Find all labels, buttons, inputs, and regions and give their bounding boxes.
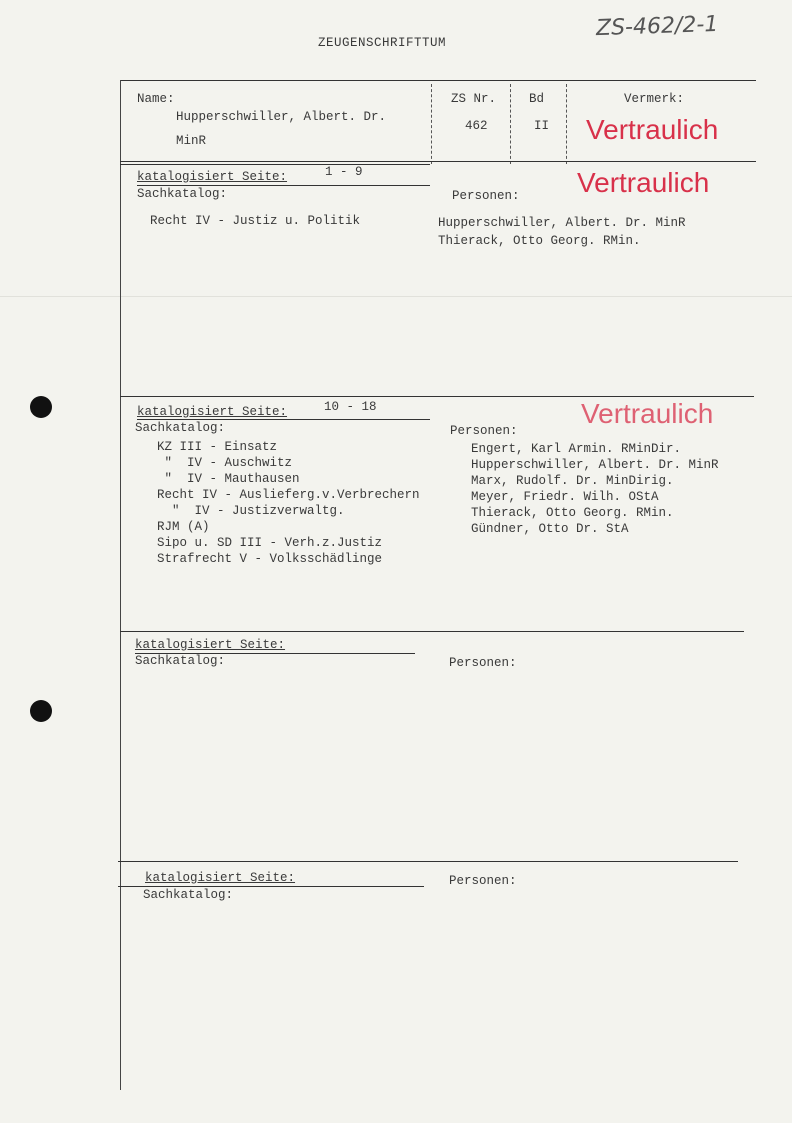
top-box-bottom-line	[120, 161, 756, 162]
section2-sach-item-8: Strafrecht V - Volksschädlinge	[157, 552, 383, 566]
section2-sach-item-4: Recht IV - Auslieferg.v.Verbrechern	[157, 488, 420, 502]
section2-top-line	[120, 396, 754, 397]
section2-person-item-5: Thierack, Otto Georg. RMin.	[471, 506, 674, 520]
divider-zs-bd	[510, 84, 511, 164]
section2-sach-label: Sachkatalog:	[135, 421, 226, 435]
section1-person-item-1: Hupperschwiller, Albert. Dr. MinR	[438, 216, 686, 230]
section1-person-item-2: Thierack, Otto Georg. RMin.	[438, 234, 641, 248]
section1-sach-label: Sachkatalog:	[137, 187, 228, 201]
vermerk-stamp: Vertraulich	[586, 114, 719, 145]
section2-person-item-4: Meyer, Friedr. Wilh. OStA	[471, 490, 659, 504]
section2-sach-item-1: KZ III - Einsatz	[157, 440, 278, 454]
section2-sach-item-5: " IV - Justizverwaltg.	[157, 504, 345, 518]
zs-nr-value: 462	[465, 119, 488, 133]
section2-personen-label: Personen:	[450, 424, 518, 438]
section2-person-item-6: Gündner, Otto Dr. StA	[471, 522, 629, 536]
section2-person-item-1: Engert, Karl Armin. RMinDir.	[471, 442, 682, 456]
fold-line	[0, 296, 792, 297]
bd-label: Bd	[529, 92, 545, 106]
section1-sach-item-1: Recht IV - Justiz u. Politik	[150, 214, 361, 228]
name-value-line2: MinR	[176, 134, 207, 148]
divider-name-zs	[431, 84, 432, 164]
frame-top-line	[120, 80, 756, 81]
section3-sach-label: Sachkatalog:	[135, 654, 226, 668]
punch-hole-top	[30, 396, 52, 418]
section2-pages: 10 - 18	[324, 400, 377, 414]
handwritten-reference: ZS-462/2-1	[595, 11, 719, 42]
section2-sach-item-7: Sipo u. SD III - Verh.z.Justiz	[157, 536, 383, 550]
section3-personen-label: Personen:	[449, 656, 517, 670]
section2-stamp: Vertraulich	[581, 398, 714, 429]
section4-personen-label: Personen:	[449, 874, 517, 888]
section2-sach-item-3: " IV - Mauthausen	[157, 472, 300, 486]
section4-katalog-underline	[118, 886, 424, 887]
section2-sach-item-6: RJM (A)	[157, 520, 210, 534]
section2-katalog-label: katalogisiert Seite:	[137, 405, 288, 419]
section4-katalog-label: katalogisiert Seite:	[145, 871, 296, 885]
zs-nr-label: ZS Nr.	[451, 92, 497, 106]
section4-top-line	[118, 861, 738, 862]
section2-person-item-2: Hupperschwiller, Albert. Dr. MinR	[471, 458, 719, 472]
name-value-line1: Hupperschwiller, Albert. Dr.	[176, 110, 387, 124]
section4-sach-label: Sachkatalog:	[143, 888, 234, 902]
divider-bd-vermerk	[566, 84, 567, 164]
section1-katalog-label: katalogisiert Seite:	[137, 170, 288, 184]
section3-top-line	[120, 631, 744, 632]
section2-person-item-3: Marx, Rudolf. Dr. MinDirig.	[471, 474, 674, 488]
punch-hole-bottom	[30, 700, 52, 722]
section1-rule	[120, 164, 430, 165]
section1-katalog-underline	[137, 185, 430, 186]
section1-personen-label: Personen:	[452, 189, 520, 203]
section1-pages: 1 - 9	[325, 165, 363, 179]
section2-sach-item-2: " IV - Auschwitz	[157, 456, 293, 470]
section3-katalog-label: katalogisiert Seite:	[135, 638, 286, 652]
section2-katalog-underline	[137, 419, 430, 420]
bd-value: II	[534, 119, 550, 133]
frame-left-line	[120, 80, 121, 1090]
name-label: Name:	[137, 92, 175, 106]
vermerk-label: Vermerk:	[624, 92, 685, 106]
document-title: ZEUGENSCHRIFTTUM	[318, 36, 447, 50]
section1-stamp: Vertraulich	[577, 167, 710, 198]
